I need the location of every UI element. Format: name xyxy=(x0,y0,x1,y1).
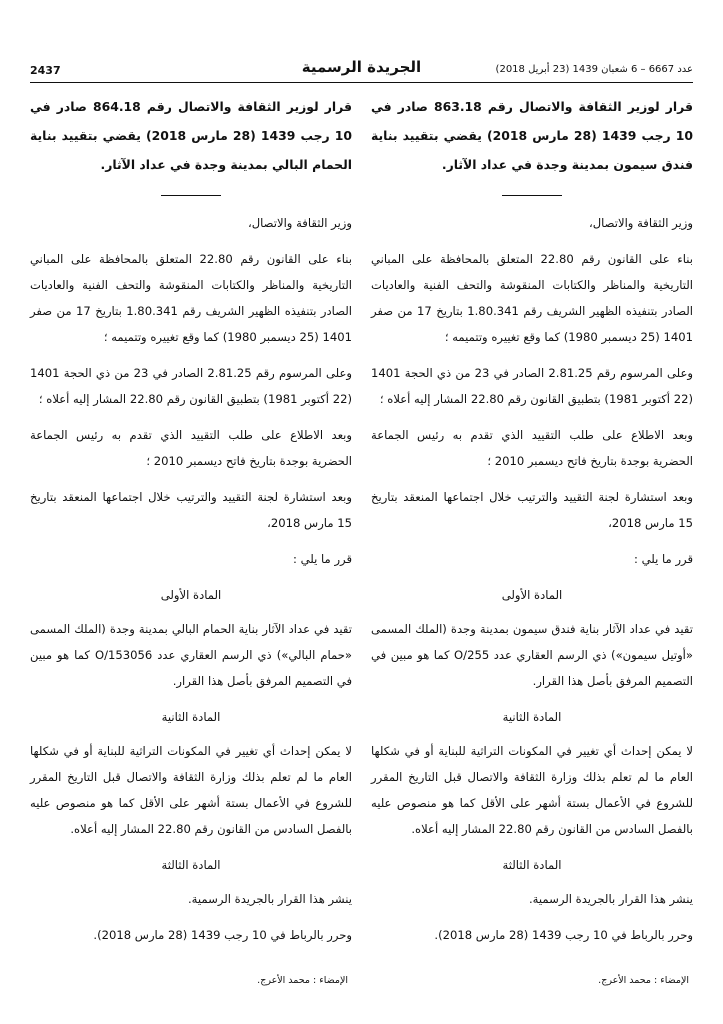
recital: وعلى المرسوم رقم 2.81.25 الصادر في 23 من ذي الحجة 1401 (22 أكتوبر 1981) بتطبيق القانون رقم 22.80 المشار إليه أعلاه ؛ xyxy=(371,366,693,406)
decides-line: قرر ما يلي : xyxy=(634,552,693,566)
recital: بناء على القانون رقم 22.80 المتعلق بالمحافظة على المباني التاريخية والمناظر والكتابات المنقوشة والتحف الفنية والعاديات الصادر بتنفيذه الظهير الشريف رقم 1.80.341 بتاريخ 17 من صفر 1401 (25 ديسمبر 1980) كما وقع تغييره وتتميمه ؛ xyxy=(30,252,353,344)
article-text: تقيد في عداد الآثار بناية الحمام البالي بمدينة وجدة (الملك المسمى «حمام البالي») ذي الرسم العقاري عدد O/153056 كما هو مبين في التصميم المرفق بأصل هذا القرار. xyxy=(30,622,352,688)
page-header xyxy=(30,58,693,83)
decree-title: قرار لوزير الثقافة والاتصال رقم 863.18 صادر في 10 رجب 1439 (28 مارس 2018) يقضي بتقييد بناية فندق سيمون بمدينة وجدة في عداد الآثار. xyxy=(371,99,694,172)
article-heading: المادة الثالثة xyxy=(502,858,562,872)
article-text: ينشر هذا القرار بالجريدة الرسمية. xyxy=(188,892,352,906)
recital: وبعد الاطلاع على طلب التقييد الذي تقدم به رئيس الجماعة الحضرية بوجدة بتاريخ فاتح ديسمبر 2010 ؛ xyxy=(30,428,352,468)
article-heading: المادة الأولى xyxy=(501,588,563,602)
recital: وبعد استشارة لجنة التقييد والترتيب خلال اجتماعها المنعقد بتاريخ 15 مارس 2018، xyxy=(371,490,693,530)
article-text: لا يمكن إحداث أي تغيير في المكونات التراثية للبناية أو في شكلها العام ما لم تعلم بذلك وزارة الثقافة والاتصال قبل التاريخ المقرر للشروع في الأعمال بستة أشهر على الأقل كما هو منصوص عليه بالفصل السادس من القانون رقم 22.80 المشار إليه أعلاه. xyxy=(371,744,693,836)
article-heading: المادة الثانية xyxy=(502,710,562,724)
decree-title: قرار لوزير الثقافة والاتصال رقم 864.18 صادر في 10 رجب 1439 (28 مارس 2018) يقضي بتقييد بناية الحمام البالي بمدينة وجدة في عداد الآثار. xyxy=(30,99,353,172)
article-text: تقيد في عداد الآثار بناية فندق سيمون بمدينة وجدة (الملك المسمى «أوتيل سيمون») ذي الرسم العقاري عدد O/255 كما هو مبين في التصميم المرفق بأصل هذا القرار. xyxy=(371,622,693,688)
decides-line: قرر ما يلي : xyxy=(293,552,352,566)
separator-line xyxy=(502,195,562,196)
closing-line: وحرر بالرباط في 10 رجب 1439 (28 مارس 2018). xyxy=(434,928,693,942)
recital: بناء على القانون رقم 22.80 المتعلق بالمحافظة على المباني التاريخية والمناظر والكتابات المنقوشة والتحف الفنية والعاديات الصادر بتنفيذه الظهير الشريف رقم 1.80.341 بتاريخ 17 من صفر 1401 (25 ديسمبر 1980) كما وقع تغييره وتتميمه ؛ xyxy=(371,252,694,344)
closing-line: وحرر بالرباط في 10 رجب 1439 (28 مارس 2018). xyxy=(93,928,352,942)
article-text: ينشر هذا القرار بالجريدة الرسمية. xyxy=(529,892,693,906)
article-heading: المادة الثانية xyxy=(161,710,221,724)
recital: وعلى المرسوم رقم 2.81.25 الصادر في 23 من ذي الحجة 1401 (22 أكتوبر 1981) بتطبيق القانون رقم 22.80 المشار إليه أعلاه ؛ xyxy=(30,366,352,406)
journal-title: الجريدة الرسمية xyxy=(301,58,422,76)
minister-line: وزير الثقافة والاتصال، xyxy=(588,216,693,230)
article-heading: المادة الثالثة xyxy=(161,858,221,872)
separator-line xyxy=(161,195,221,196)
page-number: 2437 xyxy=(30,64,61,77)
issue-info: عدد 6667 – 6 شعبان 1439 (23 أبريل 2018) xyxy=(495,64,693,75)
recital: وبعد استشارة لجنة التقييد والترتيب خلال اجتماعها المنعقد بتاريخ 15 مارس 2018، xyxy=(30,490,352,530)
decree-column-right xyxy=(371,92,693,994)
article-text: لا يمكن إحداث أي تغيير في المكونات التراثية للبناية أو في شكلها العام ما لم تعلم بذلك وزارة الثقافة والاتصال قبل التاريخ المقرر للشروع في الأعمال بستة أشهر على الأقل كما هو منصوص عليه بالفصل السادس من القانون رقم 22.80 المشار إليه أعلاه. xyxy=(30,744,352,836)
signature: الإمضاء : محمد الأعرج. xyxy=(598,975,689,986)
article-heading: المادة الأولى xyxy=(160,588,222,602)
signature: الإمضاء : محمد الأعرج. xyxy=(257,975,348,986)
minister-line: وزير الثقافة والاتصال، xyxy=(247,216,352,230)
recital: وبعد الاطلاع على طلب التقييد الذي تقدم به رئيس الجماعة الحضرية بوجدة بتاريخ فاتح ديسمبر 2010 ؛ xyxy=(371,428,693,468)
decree-column-left xyxy=(30,92,352,994)
